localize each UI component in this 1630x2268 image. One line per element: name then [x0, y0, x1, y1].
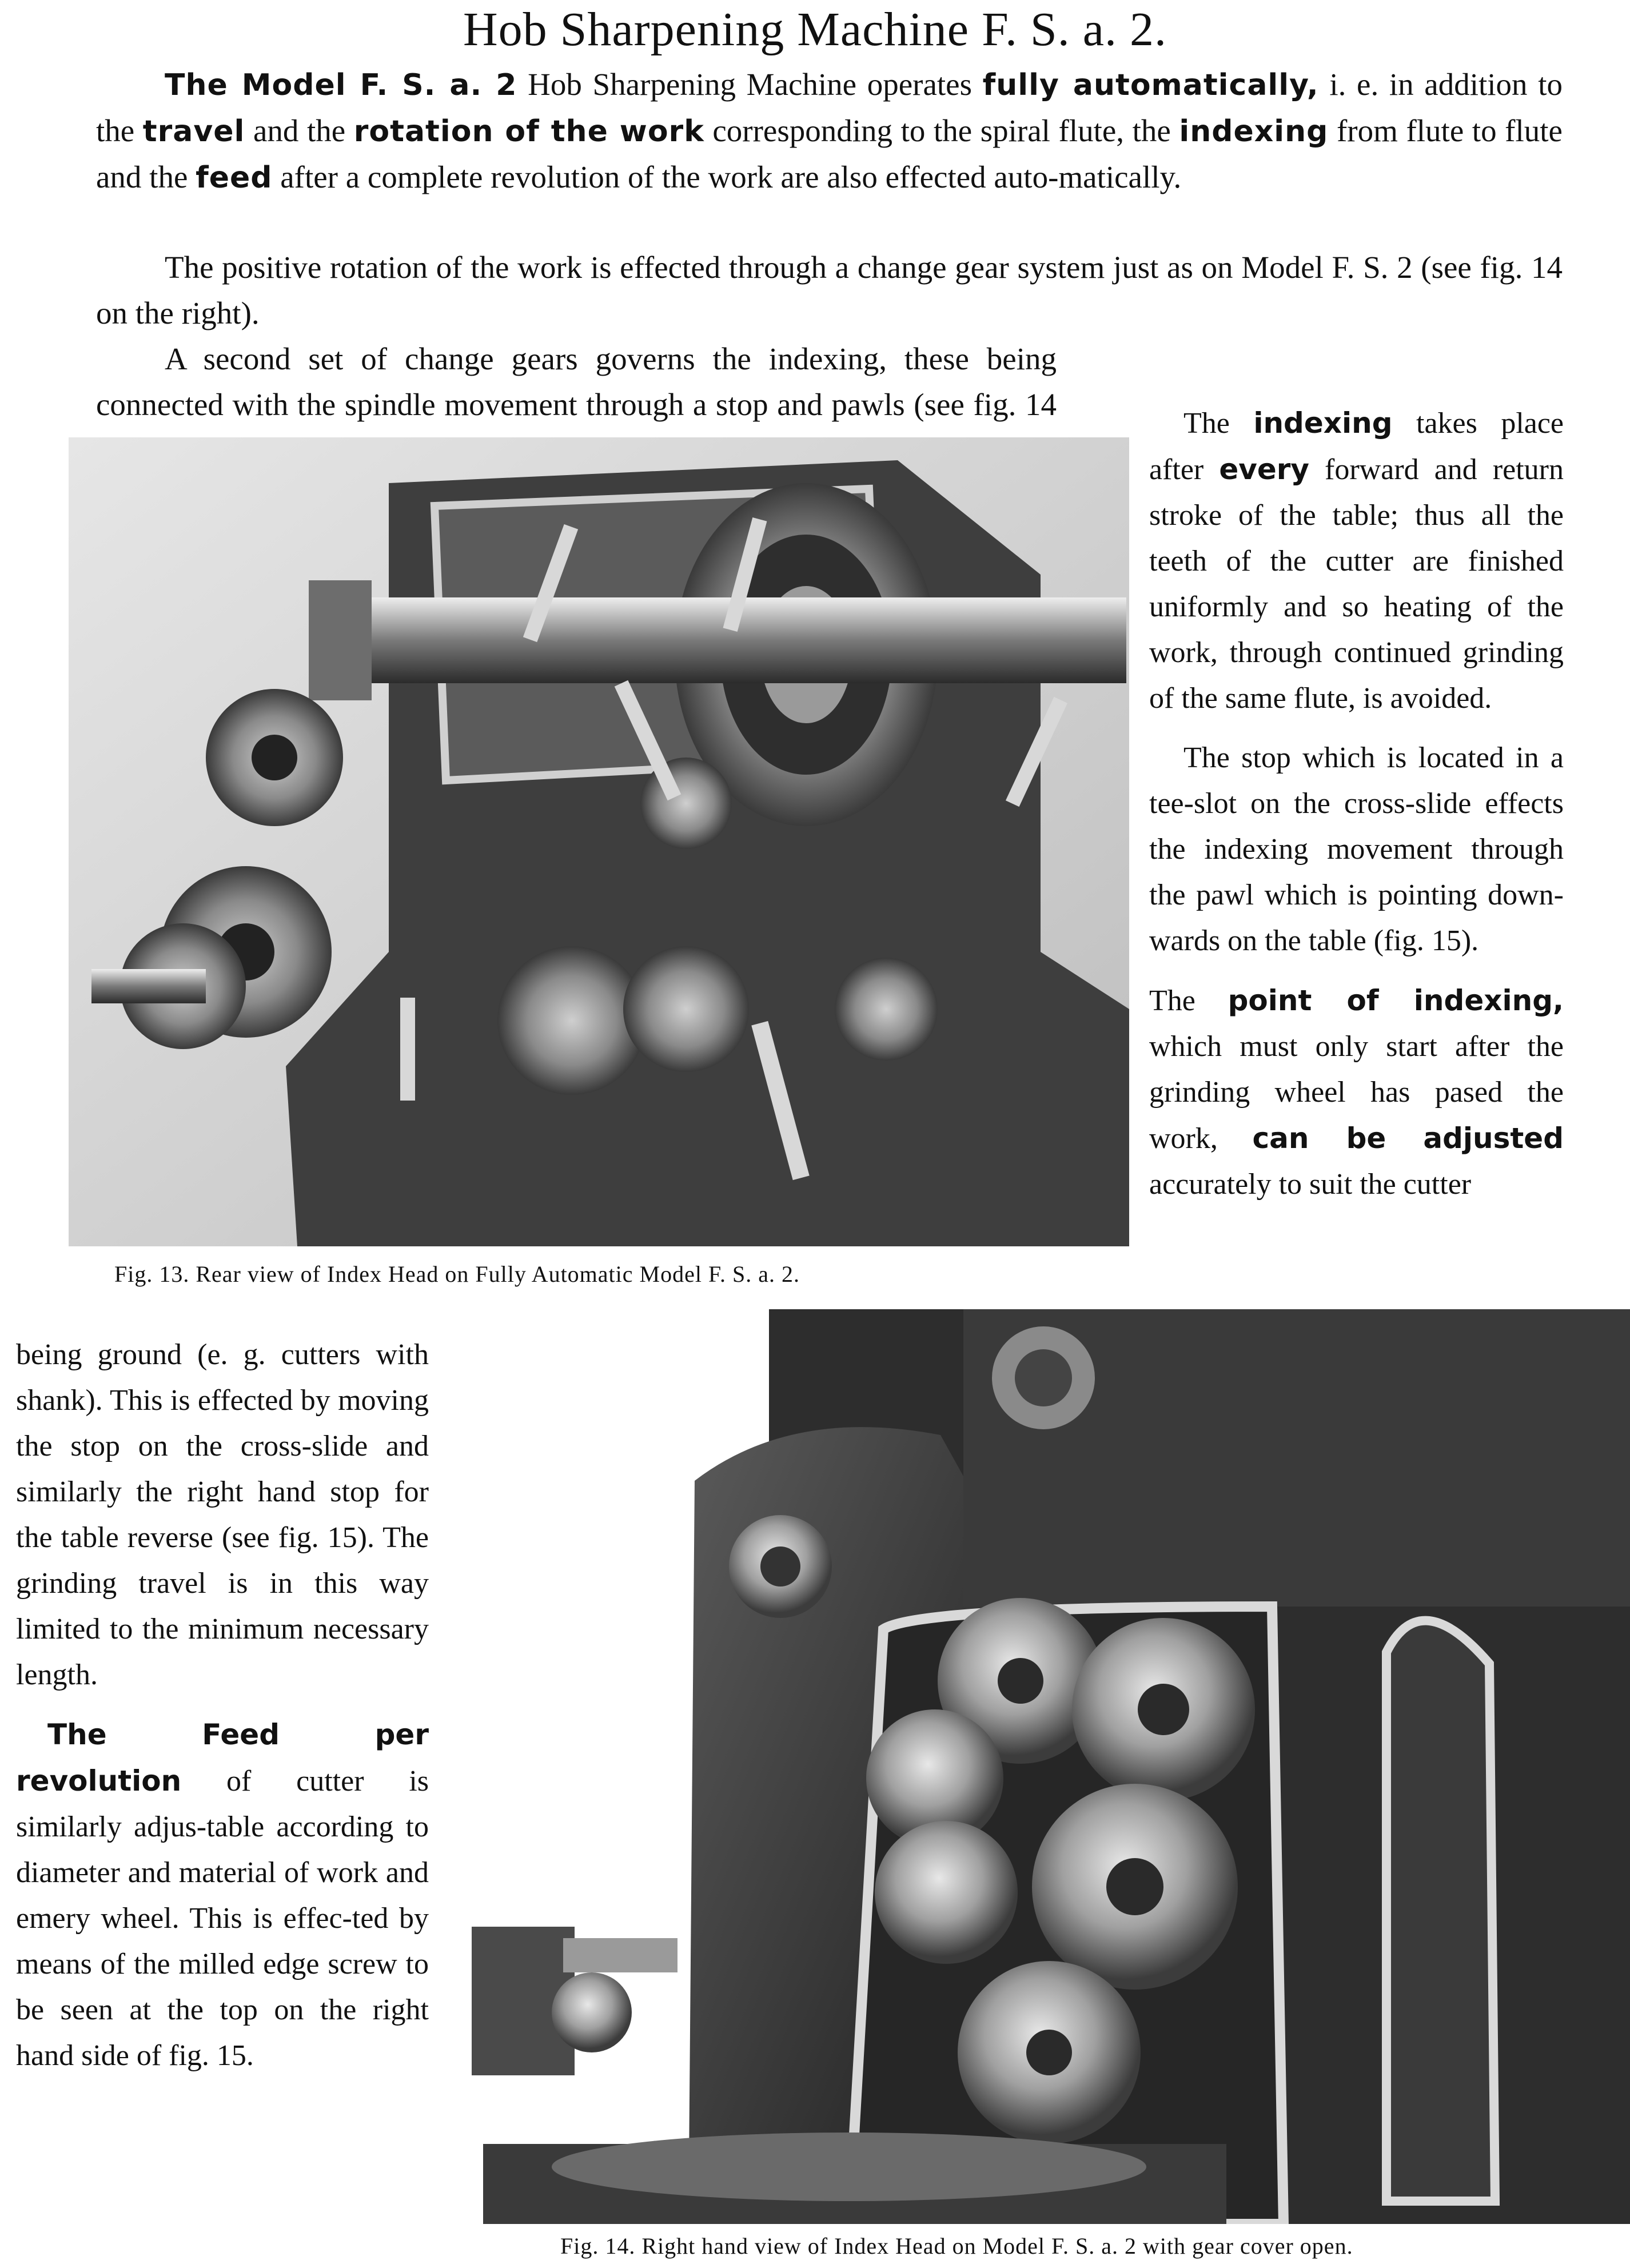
- page-title: Hob Sharpening Machine F. S. a. 2.: [463, 3, 1167, 56]
- emphasis-text: fully automatically,: [982, 68, 1319, 102]
- body-text: accurately to suit the cutter: [1149, 1168, 1472, 1201]
- left-paragraph-2: [16, 1712, 429, 2079]
- emphasis-text: The Feed per revolution: [16, 1718, 429, 1797]
- body-text: The: [1149, 984, 1228, 1017]
- body-text: takes place after: [1149, 407, 1564, 486]
- body-text: and the: [245, 113, 354, 148]
- right-paragraph-3: [1149, 978, 1564, 1207]
- emphasis-text: point of indexing,: [1228, 984, 1564, 1017]
- body-text: The: [1183, 407, 1254, 440]
- body-text: after a complete revolution of the work are also effected auto-matically.: [272, 160, 1182, 194]
- figure-13-photo: [69, 437, 1129, 1246]
- figure-14-caption: Fig. 14. Right hand view of Index Head on Model F. S. a. 2 with gear cover open.: [560, 2233, 1353, 2259]
- emphasis-text: The Model F. S. a. 2: [165, 68, 517, 102]
- body-text: i. e. in addition to the: [96, 67, 1563, 148]
- left-column-text: [16, 1332, 429, 2092]
- intro-paragraph-3: A second set of change gears governs the indexing, these being connected with the spindle movement through a stop and pawls (see fig. 14: [96, 341, 1057, 422]
- emphasis-text: every: [1219, 453, 1309, 486]
- right-column-text: [1149, 400, 1564, 1221]
- body-text: Hob Sharpening Machine operates: [517, 67, 983, 102]
- emphasis-text: travel: [142, 114, 245, 149]
- emphasis-text: can be adjusted: [1252, 1122, 1564, 1155]
- body-text: from flute to flute and the: [96, 113, 1563, 194]
- figure-13-caption: Fig. 13. Rear view of Index Head on Fully Automatic Model F. S. a. 2.: [114, 1261, 800, 1287]
- body-text: forward and return stroke of the table; thus all the teeth of the cutter are finished uniformly and so heating of the work, through continued grinding of the same flute, is avoided.: [1149, 453, 1564, 715]
- intro-paragraph-1: [96, 62, 1563, 201]
- right-paragraph-2: The stop which is located in a tee-slot on the cross-slide effects the indexing movement through the pawl which is pointing down-wards on the table (fig. 15).: [1149, 742, 1564, 957]
- left-paragraph-1: being ground (e. g. cutters with shank). This is effected by moving the stop on the cross-slide and similarly the right hand stop for the table reverse (see fig. 15). The grinding travel is in this way limited to the minimum necessary length.: [16, 1338, 429, 1691]
- emphasis-text: rotation of the work: [353, 114, 704, 149]
- emphasis-text: feed: [196, 161, 273, 195]
- body-text: which must only start after the grinding wheel has pased the work,: [1149, 1030, 1564, 1155]
- intro-paragraph-2: The positive rotation of the work is effected through a change gear system just as on Model F. S. 2 (see fig. 14 on the right).: [96, 250, 1563, 330]
- emphasis-text: indexing: [1179, 114, 1329, 149]
- body-text: corresponding to the spiral flute, the: [704, 113, 1179, 148]
- body-text: of cutter is similarly adjus-table according to diameter and material of work and emery wheel. This is effec-ted by means of the milled edge screw to be seen at the top on the right hand side of fig. 15.: [16, 1765, 429, 2072]
- emphasis-text: indexing: [1253, 406, 1393, 440]
- figure-14-photo: [449, 1309, 1630, 2224]
- right-paragraph-1: [1149, 400, 1564, 722]
